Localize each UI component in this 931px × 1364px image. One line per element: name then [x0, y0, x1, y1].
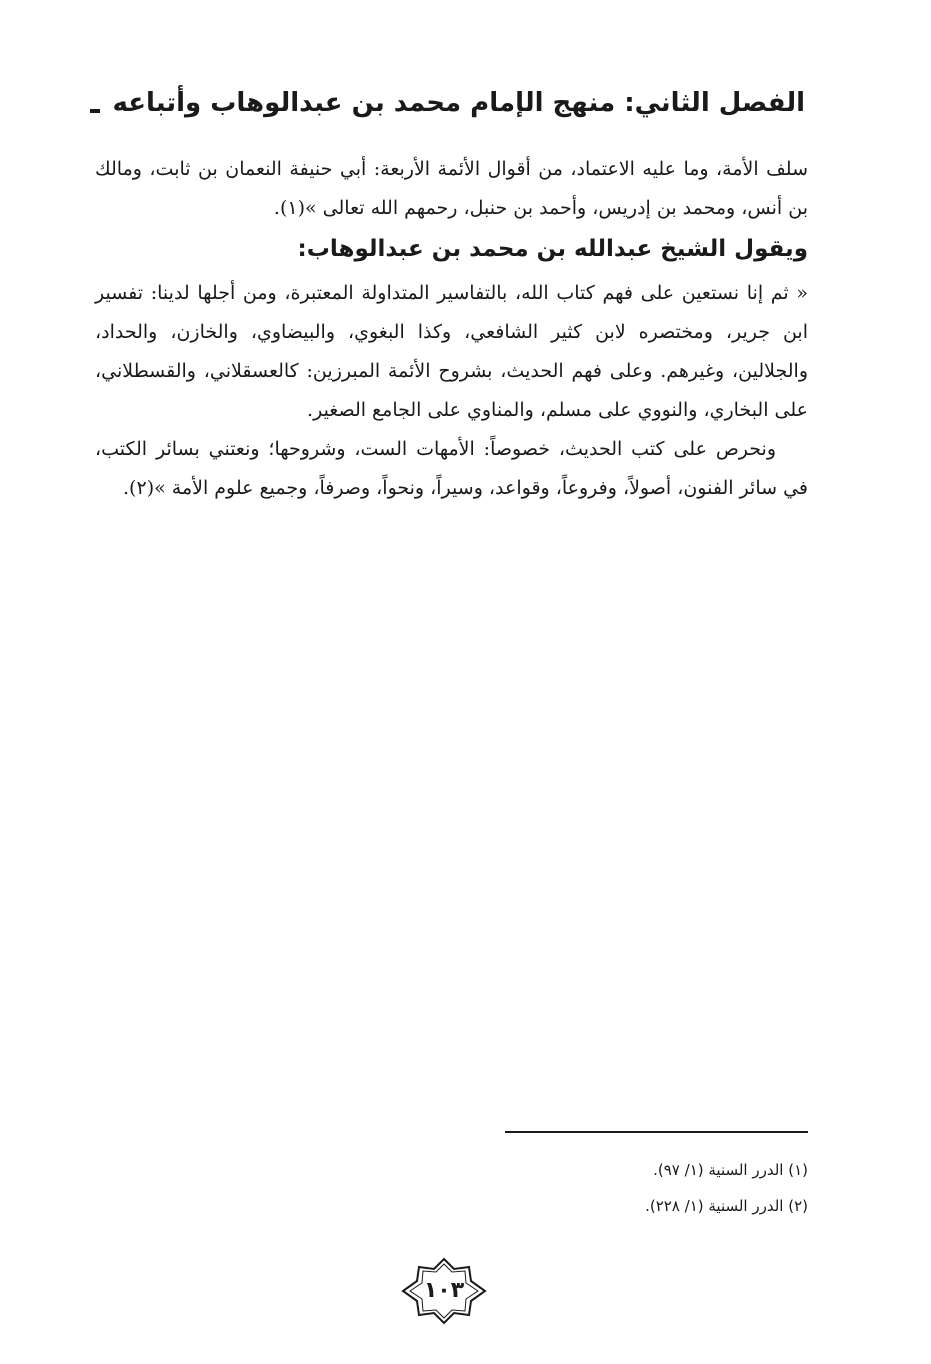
header-rule	[90, 109, 100, 113]
main-text	[95, 150, 808, 508]
footnote-2: (٢) الدرر السنية (١/ ٢٢٨).	[645, 1197, 808, 1215]
chapter-title: الفصل الثاني: منهج الإمام محمد بن عبدالوهاب وأتباعه	[112, 88, 805, 118]
footnote-1: (١) الدرر السنية (١/ ٩٧).	[653, 1161, 808, 1179]
footnotes	[400, 1152, 808, 1224]
subheading: ويقول الشيخ عبدالله بن محمد بن عبدالوهاب:	[297, 236, 808, 262]
paragraph-2: « ثم إنا نستعين على فهم كتاب الله، بالتفاسير المتداولة المعتبرة، ومن أجلها لدينا: تفسير ابن جرير، ومختصره لابن كثير الشافعي، وكذا البغوي، والبيضاوي، والخازن، والحداد، والجلالين، وغيرهم. وعلى فهم الحديث، بشروح الأئمة المبرزين: كالعسقلاني، والقسطلاني، على البخاري، والنووي على مسلم، والمناوي على الجامع الصغير.	[95, 282, 808, 421]
paragraph-3: ونحرص على كتب الحديث، خصوصاً: الأمهات الست، وشروحها؛ ونعتني بسائر الكتب، في سائر الفنون، أصولاً، وفروعاً، وقواعد، وسيراً، ونحواً، وصرفاً، وجميع علوم الأمة »(٢).	[95, 438, 808, 499]
paragraph-1: سلف الأمة، وما عليه الاعتماد، من أقوال الأئمة الأربعة: أبي حنيفة النعمان بن ثابت، ومالك بن أنس، ومحمد بن إدريس، وأحمد بن حنبل، رحمهم الله تعالى »(١).	[95, 158, 808, 219]
page-number: ١٠٣	[423, 1278, 465, 1303]
page-number-badge	[399, 1255, 489, 1327]
footnote-separator	[505, 1131, 808, 1133]
running-header	[90, 78, 805, 128]
